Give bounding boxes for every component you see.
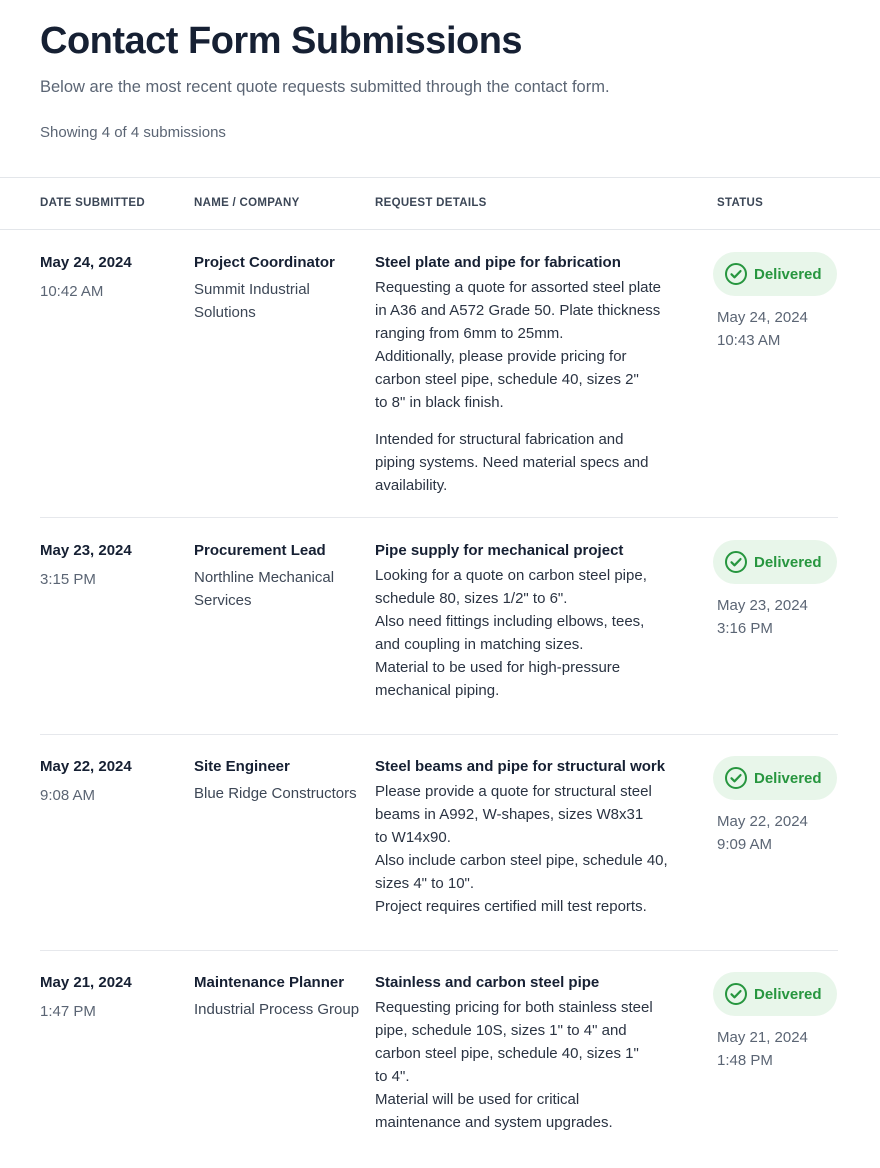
request-line: maintenance and system upgrades.	[375, 1114, 613, 1131]
request-details-note	[375, 428, 695, 497]
status-cell	[713, 972, 843, 1072]
request-line: ranging from 6mm to 25mm.	[375, 325, 564, 342]
status-date: May 23, 2024	[717, 597, 808, 614]
status-date: May 22, 2024	[717, 813, 808, 830]
request-line: to W14x90.	[375, 829, 451, 846]
status-date: May 21, 2024	[717, 1029, 808, 1046]
request-line: in A36 and A572 Grade 50. Plate thickness	[375, 302, 661, 319]
request-details	[375, 780, 695, 918]
row-divider	[40, 734, 838, 735]
request-cell	[375, 541, 695, 702]
check-circle-icon	[724, 262, 748, 286]
request-line: Additionally, please provide pricing for	[375, 348, 627, 365]
status-time: 10:43 AM	[717, 332, 781, 349]
request-line: piping systems. Need material specs and	[375, 454, 649, 471]
date-cell	[40, 541, 180, 590]
submitted-date: May 24, 2024	[40, 254, 132, 271]
status-timestamp	[717, 306, 843, 352]
submitted-time: 3:15 PM	[40, 571, 96, 588]
request-line: carbon steel pipe, schedule 40, sizes 1"	[375, 1045, 639, 1062]
column-header-name[interactable]: NAME / COMPANY	[194, 197, 300, 209]
request-title: Steel beams and pipe for structural work	[375, 758, 666, 775]
request-line: Material to be used for high-pressure	[375, 659, 621, 676]
request-line: Material will be used for critical	[375, 1091, 580, 1108]
contact-company: Northline Mechanical Services	[194, 569, 335, 609]
status-cell	[713, 756, 843, 856]
status-date: May 24, 2024	[717, 309, 808, 326]
contact-company: Industrial Process Group	[194, 1001, 360, 1018]
request-details	[375, 564, 695, 702]
submission-count: Showing 4 of 4 submissions	[40, 124, 226, 141]
request-line: mechanical piping.	[375, 682, 500, 699]
date-cell	[40, 973, 180, 1022]
status-badge	[713, 252, 837, 296]
status-timestamp	[717, 810, 843, 856]
request-line: beams in A992, W-shapes, sizes W8x31	[375, 806, 644, 823]
request-title: Pipe supply for mechanical project	[375, 542, 624, 559]
contact-role: Project Coordinator	[194, 254, 335, 271]
column-header-request[interactable]: REQUEST DETAILS	[375, 197, 487, 209]
page-title: Contact Form Submissions	[40, 20, 523, 62]
divider	[0, 177, 880, 178]
request-line: availability.	[375, 477, 448, 494]
column-header-date[interactable]: DATE SUBMITTED	[40, 197, 145, 209]
request-line: to 8" in black finish.	[375, 394, 504, 411]
status-badge	[713, 972, 837, 1016]
status-cell	[713, 540, 843, 640]
status-label: Delivered	[754, 769, 822, 787]
request-title: Stainless and carbon steel pipe	[375, 974, 600, 991]
request-line: schedule 80, sizes 1/2" to 6".	[375, 590, 568, 607]
check-circle-icon	[724, 550, 748, 574]
submitted-time: 1:47 PM	[40, 1003, 96, 1020]
request-line: Also need fittings including elbows, tees,	[375, 613, 645, 630]
submitted-time: 9:08 AM	[40, 787, 96, 804]
date-cell	[40, 253, 180, 302]
request-cell	[375, 253, 695, 497]
request-line: Looking for a quote on carbon steel pipe,	[375, 567, 647, 584]
submitted-date: May 23, 2024	[40, 542, 132, 559]
request-line: and coupling in matching sizes.	[375, 636, 584, 653]
status-label: Delivered	[754, 265, 822, 283]
request-details	[375, 996, 695, 1134]
status-label: Delivered	[754, 553, 822, 571]
request-line: Requesting a quote for assorted steel plate	[375, 279, 662, 296]
name-cell	[194, 973, 364, 1021]
submitted-time: 10:42 AM	[40, 283, 104, 300]
submitted-date: May 22, 2024	[40, 758, 132, 775]
name-cell	[194, 541, 364, 612]
page-subtitle: Below are the most recent quote requests submitted through the contact form.	[40, 78, 610, 96]
name-cell	[194, 253, 364, 324]
status-timestamp	[717, 1026, 843, 1072]
request-line: Requesting pricing for both stainless steel	[375, 999, 653, 1016]
request-line: to 4".	[375, 1068, 410, 1085]
status-time: 9:09 AM	[717, 836, 773, 853]
row-divider	[40, 950, 838, 951]
date-cell	[40, 757, 180, 806]
status-timestamp	[717, 594, 843, 640]
check-circle-icon	[724, 766, 748, 790]
request-title: Steel plate and pipe for fabrication	[375, 254, 621, 271]
status-badge	[713, 756, 837, 800]
submitted-date: May 21, 2024	[40, 974, 132, 991]
contact-role: Site Engineer	[194, 758, 290, 775]
name-cell	[194, 757, 364, 805]
status-time: 3:16 PM	[717, 620, 773, 637]
request-line: pipe, schedule 10S, sizes 1" to 4" and	[375, 1022, 627, 1039]
request-cell	[375, 757, 695, 918]
column-header-status[interactable]: STATUS	[717, 197, 764, 209]
contact-company: Blue Ridge Constructors	[194, 785, 357, 802]
request-line: sizes 4" to 10".	[375, 875, 475, 892]
contact-role: Procurement Lead	[194, 542, 326, 559]
request-line: Project requires certified mill test reports.	[375, 898, 647, 915]
request-details	[375, 276, 695, 414]
request-cell	[375, 973, 695, 1134]
request-line: Please provide a quote for structural steel	[375, 783, 652, 800]
request-line: carbon steel pipe, schedule 40, sizes 2"	[375, 371, 639, 388]
check-circle-icon	[724, 982, 748, 1006]
status-label: Delivered	[754, 985, 822, 1003]
row-divider	[40, 517, 838, 518]
contact-company: Summit Industrial Solutions	[194, 281, 310, 321]
request-line: Intended for structural fabrication and	[375, 431, 624, 448]
divider	[0, 229, 880, 230]
status-time: 1:48 PM	[717, 1052, 773, 1069]
status-badge	[713, 540, 837, 584]
contact-role: Maintenance Planner	[194, 974, 345, 991]
request-line: Also include carbon steel pipe, schedule 40,	[375, 852, 668, 869]
status-cell	[713, 252, 843, 352]
